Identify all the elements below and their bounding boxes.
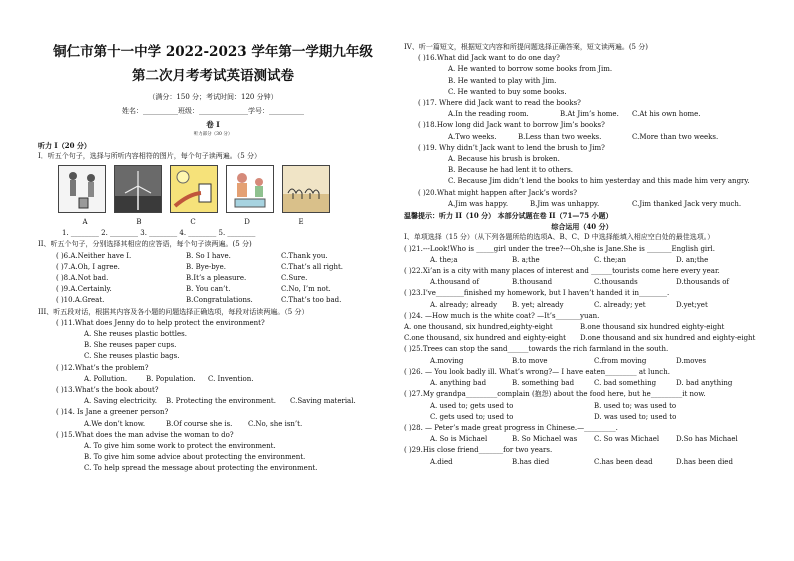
q6-a: ( )6.A.Neither have I. — [56, 251, 132, 260]
q20-c: C.Jim thanked Jack very much. — [632, 199, 742, 208]
q25-options — [404, 356, 760, 367]
q22-c: C.thousands — [594, 278, 638, 287]
question-13: ( )13.What’s the book about? — [56, 386, 159, 395]
q11-option-c: C. She reuses plastic bags. — [84, 352, 180, 361]
q29-a: A.died — [430, 457, 453, 466]
exam-subtitle: 第二次月考考试英语测试卷 — [132, 68, 294, 84]
question-14: ( )14. Is Jane a greener person? — [56, 408, 169, 417]
q28-a: A. So is Michael — [430, 435, 488, 444]
question-23: ( )23.I’ve________finished my homework, but I haven’t handed it in________. — [404, 289, 670, 298]
q18-c: C.More than two weeks. — [632, 132, 719, 141]
q21-options — [404, 255, 760, 266]
q25-c: C.from moving — [594, 356, 647, 365]
listening-2-notice: 温馨提示：听力 II（10 分） 本部分试题在卷 II（71—75 小题） — [404, 211, 613, 221]
q21-a: A. the;a — [430, 255, 458, 264]
part-2-instruction: II、听五个句子，分别选择其相应的应答语，每个句子读两遍。(5 分) — [38, 240, 252, 249]
q18-b: B.Less than two weeks. — [518, 132, 602, 141]
question-24: ( )24. —How much is the white coat? —It’s_______yuan. — [404, 311, 600, 320]
q23-b: B. yet; already — [512, 300, 564, 309]
zonghe-heading: 综合运用（40 分） — [551, 222, 613, 232]
left-column — [38, 0, 388, 475]
q14-c: C.No, she isn’t. — [248, 419, 303, 428]
q26-a: A. anything bad — [430, 379, 487, 388]
q20-options — [404, 199, 760, 210]
q19-option-b: B. Because he had lent it to others. — [448, 166, 574, 175]
q9-b: B. You can’t. — [186, 285, 231, 294]
q29-c: C.has been dead — [594, 457, 653, 466]
q12-a: A. Pollution. — [84, 374, 128, 383]
question-21: ( )21.---Look!Who is _____girl under the tree?---Oh,she is Jane.She is _______English girl. — [404, 244, 715, 253]
q17-b: B.At Jim’s home. — [560, 110, 619, 119]
q24-options-ab — [404, 322, 760, 333]
mc-instruction: I、单项选择（15 分）（从下列各题所给的选项A、B、C、D 中选择能填入相应空白处的最佳选项。） — [404, 233, 715, 242]
q17-options — [404, 109, 760, 120]
question-8 — [38, 273, 388, 284]
q10-c: C.That’s too bad. — [281, 296, 342, 305]
question-22: ( )22.Xi’an is a city with many places of interest and ______tourists come here every year. — [404, 267, 720, 276]
q13-c: C.Saving material. — [290, 397, 356, 406]
answer-blanks: 1. ________ 2. ________ 3. ________ 4. ________ 5. ________ — [62, 229, 256, 238]
q22-d: D.thousands of — [676, 278, 730, 287]
q21-b: B. a;the — [512, 255, 540, 264]
q23-d: D.yet;yet — [676, 300, 708, 309]
question-15: ( )15.What does the man advise the woman to do? — [56, 430, 234, 439]
q23-options — [404, 300, 760, 311]
q8-b: B.It’s a pleasure. — [186, 274, 247, 283]
q14-b: B.Of course she is. — [166, 419, 233, 428]
q27-options-cd — [404, 412, 760, 423]
part-4-instruction: IV、听一篇短文，根据短文内容和所提问题选择正确答案，短文读两遍。(5 分) — [404, 43, 648, 51]
q28-options — [404, 434, 760, 445]
question-16: ( )16.What did Jack want to do one day? — [418, 54, 560, 63]
q27-b: B. used to; was used to — [594, 401, 677, 410]
q17-c: C.At his own home. — [632, 110, 701, 119]
q22-a: A.thousand of — [430, 278, 480, 287]
q23-c: C. already; yet — [594, 300, 646, 309]
q28-d: D.So has Michael — [676, 435, 738, 444]
question-12: ( )12.What’s the problem? — [56, 363, 149, 372]
q20-a: A.Jim was happy. — [448, 199, 509, 208]
q26-d: D. bad anything — [676, 379, 733, 388]
q6-c: C.Thank you. — [281, 251, 328, 260]
picture-row — [58, 165, 388, 213]
question-9 — [38, 284, 388, 295]
family-recycling-icon — [226, 165, 274, 213]
q18-options — [404, 132, 760, 143]
q25-d: D.moves — [676, 356, 707, 365]
trash-sorting-icon — [58, 165, 106, 213]
q20-b: B.Jim was unhappy. — [530, 199, 600, 208]
q10-a: ( )10.A.Great. — [56, 296, 105, 305]
q12-c: C. Invention. — [208, 374, 254, 383]
question-28: ( )28. — Peter’s made great progress in Chinese.—_________. — [404, 423, 618, 432]
question-6 — [38, 251, 388, 262]
part-1-instruction: I．听五个句子，选择与所听内容相符的图片，每个句子读两遍。（5 分） — [38, 151, 261, 160]
q24-c: C.one thousand, six hundred and eighty-eight — [404, 334, 566, 343]
q24-options-cd — [404, 333, 760, 344]
wind-turbine-icon — [114, 165, 162, 213]
q6-b: B. So I have. — [186, 251, 231, 260]
q15-option-c: C. To help spread the message about protecting the environment. — [84, 464, 318, 473]
picture-letter-e: E — [298, 218, 304, 227]
q7-b: B. Bye-bye. — [186, 262, 227, 271]
question-25: ( )25.Trees can stop the sand______towards the rich farmland in the south. — [404, 345, 669, 354]
q27-options-ab — [404, 401, 760, 412]
q21-c: C. the;an — [594, 255, 627, 264]
q21-d: D. an;the — [676, 255, 709, 264]
q24-b: B.one thousand six hundred eighty-eight — [580, 323, 725, 332]
question-18: ( )18.How long did Jack want to borrow Jim’s books? — [418, 121, 605, 130]
q7-a: ( )7.A.Oh, I agree. — [56, 262, 120, 271]
q28-b: B. So Michael was — [512, 435, 578, 444]
listening-1-heading: 听力 I（20 分） — [38, 140, 91, 150]
question-19: ( )19. Why didn’t Jack want to lend the brush to Jim? — [418, 143, 605, 152]
q14-a: A.We don’t know. — [84, 419, 146, 428]
exam-info: （满分：150 分；考试时间：120 分钟） — [148, 93, 278, 101]
q14-options — [38, 419, 388, 430]
q27-a: A. used to; gets used to — [430, 401, 514, 410]
q11-option-b: B. She reuses paper cups. — [84, 341, 177, 350]
q16-option-a: A. He wanted to borrow some books from Jim. — [448, 65, 613, 74]
q27-d: D. was used to; used to — [594, 412, 677, 421]
picture-letter-b: B — [136, 218, 142, 227]
listening-total-label: 听力部分（30 分） — [193, 131, 233, 137]
question-7 — [38, 262, 388, 273]
exam-title: 铜仁市第十一中学 2022-2023 学年第一学期九年级 — [53, 44, 373, 60]
q26-options — [404, 378, 760, 389]
q24-a: A. one thousand, six hundred,eighty-eight — [404, 323, 553, 332]
light-switch-icon — [170, 165, 218, 213]
q26-c: C. bad something — [594, 379, 657, 388]
question-29: ( )29.His close friend_______for two years. — [404, 446, 553, 455]
q22-options — [404, 277, 760, 288]
q9-c: C.No, I’m not. — [281, 285, 331, 294]
picture-letter-a: A — [82, 218, 88, 227]
q22-b: B.thousand — [512, 278, 553, 287]
picture-letters — [58, 217, 388, 228]
q15-option-a: A. To give him some work to protect the environment. — [84, 442, 276, 451]
picture-letter-d: D — [244, 218, 250, 227]
volume-label: 卷 I — [206, 120, 220, 130]
q26-b: B. something bad — [512, 379, 575, 388]
student-info-line: 姓名：__________班级：______________学号：__________ — [122, 107, 304, 116]
q25-a: A.moving — [430, 356, 464, 365]
q29-options — [404, 457, 760, 468]
q7-c: C.That’s all right. — [281, 262, 344, 271]
camel-desert-icon — [282, 165, 330, 213]
q11-option-a: A. She reuses plastic bottles. — [84, 330, 187, 339]
q12-b: B. Population. — [146, 374, 196, 383]
q19-option-a: A. Because his brush is broken. — [448, 155, 560, 164]
q13-b: B. Protecting the environment. — [166, 397, 276, 406]
q13-a: A. Saving electricity. — [84, 397, 157, 406]
question-26: ( )26. — You look badly ill. What’s wrong?— I have eaten_________ at lunch. — [404, 367, 670, 376]
q8-c: C.Sure. — [281, 274, 308, 283]
question-27: ( )27.My grandpa_________complain (抱怨) about the food here, but he_________it now. — [404, 390, 706, 399]
q29-b: B.has died — [512, 457, 550, 466]
right-column — [404, 42, 760, 468]
question-10 — [38, 295, 388, 306]
q29-d: D.has been died — [676, 457, 733, 466]
q23-a: A. already; already — [430, 300, 498, 309]
question-20: ( )20.What might happen after Jack’s words? — [418, 188, 578, 197]
q15-option-b: B. To give him some advice about protecting the environment. — [84, 453, 306, 462]
q12-options — [38, 374, 388, 385]
q9-a: ( )9.A.Certainly. — [56, 285, 112, 294]
q25-b: B.to move — [512, 356, 548, 365]
q16-option-b: B. He wanted to play with Jim. — [448, 76, 557, 85]
q16-option-c: C. He wanted to buy some books. — [448, 87, 567, 96]
q24-d: D.one thousand and six hundred and eighty-eight — [580, 334, 756, 343]
q10-b: B.Congratulations. — [186, 296, 253, 305]
q18-a: A.Two weeks. — [448, 132, 497, 141]
picture-letter-c: C — [190, 218, 196, 227]
question-17: ( )17. Where did Jack want to read the books? — [418, 99, 581, 108]
q13-options — [38, 396, 388, 407]
q27-c: C. gets used to; used to — [430, 412, 514, 421]
q19-option-c: C. Because Jim didn’t lend the books to him yesterday and this made him very angry. — [448, 177, 750, 186]
q28-c: C. So was Michael — [594, 435, 660, 444]
part-3-instruction: III、听五段对话，根据其内容及各小题的问题选择正确选项，每段对话读两遍。（5 分） — [38, 307, 309, 316]
question-11: ( )11.What does Jenny do to help protect the environment? — [56, 318, 265, 327]
q8-a: ( )8.A.Not bad. — [56, 274, 109, 283]
q17-a: A.In the reading room. — [448, 110, 529, 119]
